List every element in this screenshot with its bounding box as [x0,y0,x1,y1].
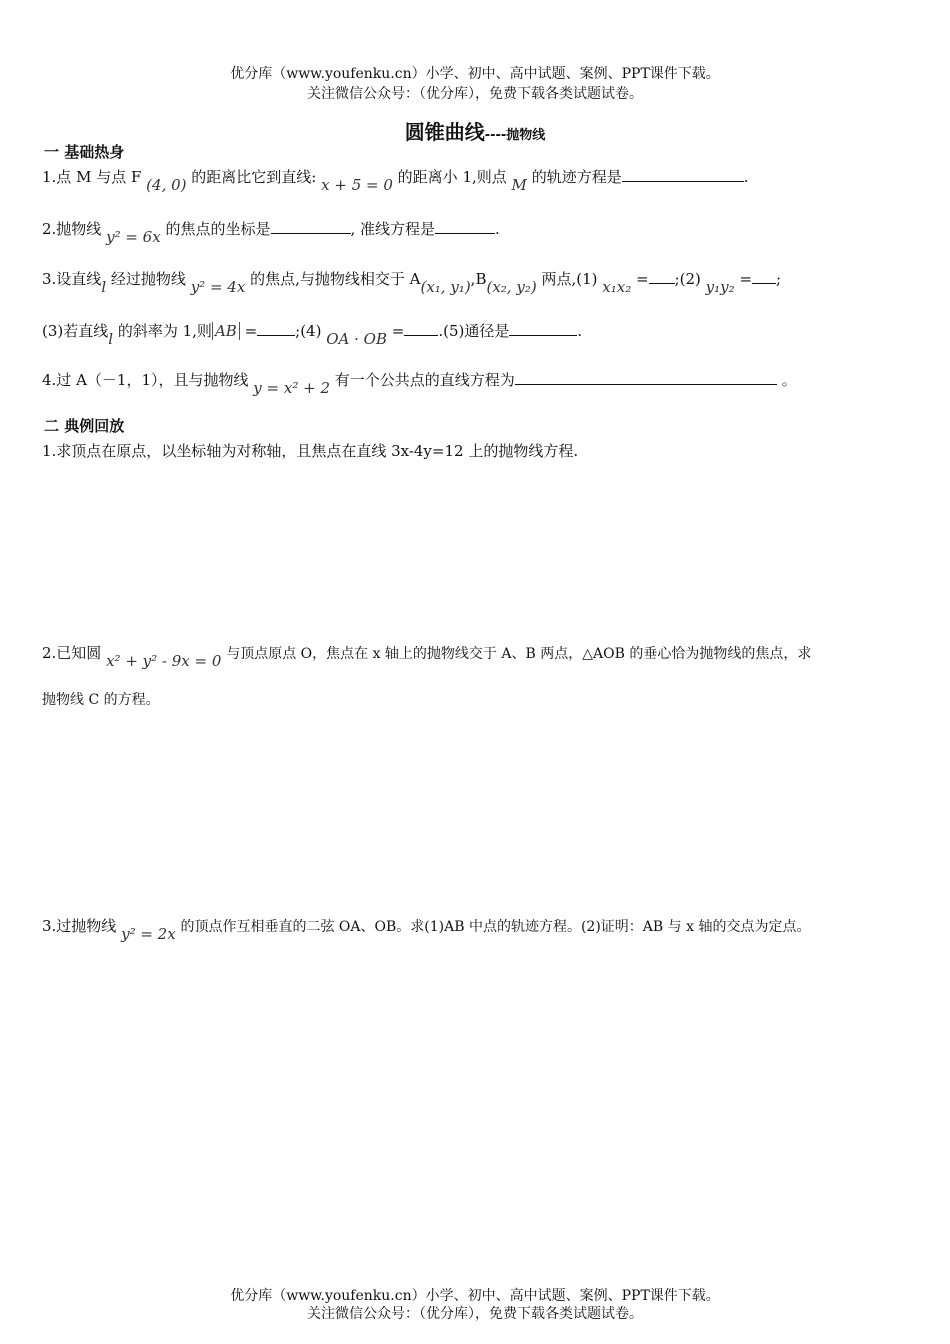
q3-math-1: l [101,278,107,296]
p3-math-1: y² = 2x [121,925,176,943]
q1-end: . [743,168,749,186]
q3-text-6: = [636,270,649,288]
q3b-text-5: = [391,322,405,340]
q3-text-5: 两点,(1) [541,270,598,288]
q3-text-7: ;(2) [674,270,701,288]
q1-answer-blank [622,167,744,182]
q3-blank-1 [649,269,675,284]
question-3-continued [42,320,583,348]
example-2-continued: 抛物线 C 的方程。 [42,692,160,708]
q3b-end: . [577,322,583,340]
q3-text-2: 经过抛物线 [110,270,186,288]
q1-text-4: 的轨迹方程是 [531,168,622,186]
q3b-text-4: ;(4) [295,322,322,340]
q3b-text-6: .(5)通径是 [438,322,510,340]
q3b-math-3: OA · OB [326,330,388,348]
q2-directrix-blank [435,219,495,234]
q3b-text-1: (3)若直线 [42,322,109,340]
q2-text-1: 2.抛物线 [42,220,102,238]
q3b-text-3: = [244,322,258,340]
q1-text-1: 1.点 M 与点 F [42,168,142,186]
q4-math-1: y = x² + 2 [253,379,330,397]
q1-math-2: x + 5 = 0 [321,176,393,194]
q2-text-2: 的焦点的坐标是 [165,220,271,238]
p2-text-1: 2.已知圆 [42,644,102,662]
q4-answer-blank [515,370,777,385]
q3-math-4: (x₂, y₂) [486,278,537,296]
question-3 [42,268,782,296]
footer-line-1: 优分库（www.youfenku.cn）小学、初中、高中试题、案例、PPT课件下载。 [230,1288,720,1304]
q3-math-5: x₁x₂ [602,278,632,296]
p3-text-1: 3.过抛物线 [42,917,117,935]
q1-text-2: 的距离比它到直线: [191,168,317,186]
q4-text-1: 4.过 A（－1，1），且与抛物线 [42,371,249,389]
example-1: 1.求顶点在原点，以坐标轴为对称轴，且焦点在直线 3x-4y=12 上的抛物线方程. [42,442,579,460]
q3-end: ; [776,270,782,288]
q4-text-2: 有一个公共点的直线方程为 [334,371,515,389]
q3b-math-1: l [108,330,114,348]
q3-text-1: 3.设直线 [42,270,102,288]
question-2 [42,218,500,246]
q3-math-3: (x₁, y₁) [420,278,471,296]
q3b-blank-3 [509,321,577,336]
header-line-2: 关注微信公众号：（优分库），免费下载各类试题试卷。 [307,86,643,102]
q2-end: . [495,220,500,238]
q3-math-2: y² = 4x [190,278,246,296]
p2-math-1: x² + y² - 9x = 0 [106,652,222,670]
q3b-blank-2 [404,321,438,336]
q3-text-4: ,B [470,270,487,288]
page-title [0,116,950,145]
question-4 [42,369,797,397]
title-main: 圆锥曲线 [404,120,485,144]
footer-line-2: 关注微信公众号：（优分库），免费下载各类试题试卷。 [307,1306,643,1322]
q2-focus-blank [271,219,351,234]
example-3 [42,915,811,943]
section-1-heading: 一 基础热身 [44,143,125,161]
question-1 [42,166,749,194]
example-2 [42,642,812,670]
p2-text-2: 与顶点原点 O，焦点在 x 轴上的抛物线交于 A、B 两点，△AOB 的垂心恰为抛物线的焦点，求 [226,646,812,662]
q3-math-6: y₁y₂ [705,278,735,296]
q4-end: 。 [781,371,797,389]
q3b-blank-1 [257,321,295,336]
title-sub: ----抛物线 [484,128,546,143]
q3-text-3: 的焦点,与抛物线相交于 A [250,270,421,288]
header-line-1: 优分库（www.youfenku.cn）小学、初中、高中试题、案例、PPT课件下载。 [230,66,720,82]
q3-text-8: = [739,270,753,288]
q1-math-3: M [511,176,527,194]
q3b-math-2: AB [212,322,240,340]
q3-blank-2 [752,269,776,284]
section-2-heading: 二 典例回放 [44,417,125,435]
q2-text-3: , 准线方程是 [350,220,436,238]
q2-math-1: y² = 6x [106,228,161,246]
q1-math-1: (4, 0) [146,176,187,194]
q1-text-3: 的距离小 1,则点 [397,168,507,186]
p3-text-2: 的顶点作互相垂直的二弦 OA、OB。求(1)AB 中点的轨迹方程。(2)证明：AB 与 x 轴的交点为定点。 [180,919,811,935]
q3b-text-2: 的斜率为 1,则 [117,322,212,340]
